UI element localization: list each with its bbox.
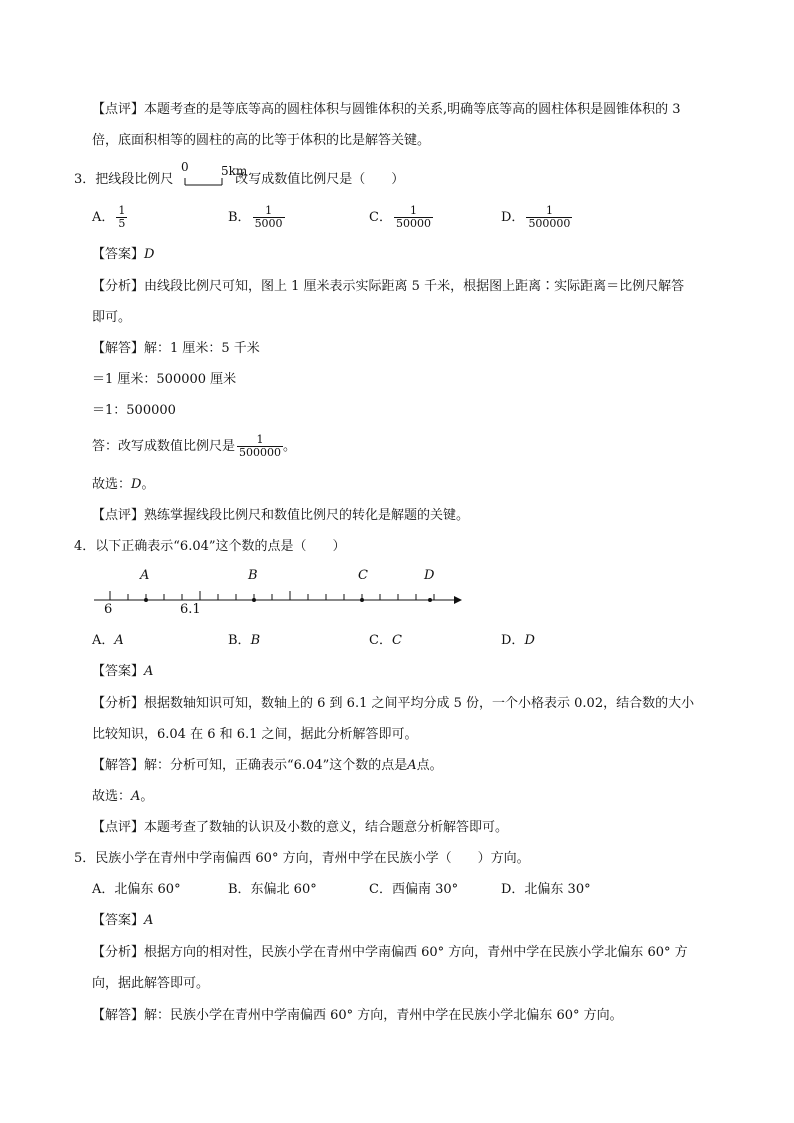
q5-option-c: C．西偏南 30° bbox=[369, 882, 459, 897]
q3-solve-line3: ＝1：500000 bbox=[92, 403, 176, 418]
q4-solve: 【解答】解：分析可知，正确表示“6.04”这个数的点是A点。 bbox=[92, 758, 443, 773]
q4-stem: 4．以下正确表示“6.04”这个数的点是（ ） bbox=[74, 539, 346, 554]
scale-bar bbox=[181, 160, 248, 190]
q4-option-a: A．A bbox=[92, 633, 124, 648]
q5-stem: 5．民族小学在青州中学南偏西 60° 方向，青州中学在民族小学（ ）方向。 bbox=[74, 851, 530, 866]
q3-analysis-line2: 即可。 bbox=[92, 310, 132, 325]
q4-choose: 故选：A。 bbox=[92, 789, 154, 804]
q4-option-c: C．C bbox=[369, 633, 402, 648]
q3-stem-post: 改写成数值比例尺是（ ） bbox=[235, 172, 405, 187]
line-scale-figure bbox=[181, 160, 248, 190]
q2-review-line1: 【点评】本题考查的是等底等高的圆柱体积与圆锥体积的关系,明确等底等高的圆柱体积是圆锥体积的 3 bbox=[92, 102, 681, 117]
q5-option-d: D．北偏东 30° bbox=[501, 882, 591, 897]
point-d-dot bbox=[428, 598, 432, 602]
q3-review: 【点评】熟练掌握线段比例尺和数值比例尺的转化是解题的关键。 bbox=[92, 508, 470, 523]
q2-review-line2: 倍，底面积相等的圆柱的高的比等于体积的比是解答关键。 bbox=[92, 133, 431, 148]
q5-option-a: A．北偏东 60° bbox=[92, 882, 181, 897]
q5-analysis-line1: 【分析】根据方向的相对性，民族小学在青州中学南偏西 60° 方向，青州中学在民族小学北偏东 60° 方 bbox=[92, 945, 688, 960]
q3-reply: 答：改写成数值比例尺是 $\frac{1}{500000}$ 。 bbox=[92, 433, 297, 459]
q3-solve-line2: ＝1 厘米：500000 厘米 bbox=[92, 372, 237, 387]
point-d-label: D bbox=[424, 568, 435, 583]
fraction: $\frac{1}{500000}$ bbox=[528, 204, 571, 230]
q4-answer: 【答案】A bbox=[92, 664, 154, 679]
q4-option-d: D．D bbox=[501, 633, 535, 648]
fraction: $\frac{1}{500000}$ bbox=[239, 433, 282, 459]
number-line-figure bbox=[92, 568, 462, 620]
fraction: $\frac{1}{5000}$ bbox=[254, 204, 283, 230]
point-a-label: A bbox=[140, 568, 150, 583]
fraction: $\frac{1}{5}$ bbox=[118, 204, 126, 230]
q3-solve-line1: 【解答】解：1 厘米：5 千米 bbox=[92, 341, 260, 356]
point-c-label: C bbox=[358, 568, 368, 583]
point-a-dot bbox=[144, 598, 148, 602]
q4-analysis-line1: 【分析】根据数轴知识可知，数轴上的 6 到 6.1 之间平均分成 5 份，一个小格表示 0.02，结合数的大小 bbox=[92, 696, 695, 711]
tick-label-6: 6 bbox=[104, 602, 113, 617]
q3-option-d: D． $\frac{1}{500000}$ bbox=[501, 204, 571, 230]
point-c-dot bbox=[360, 598, 364, 602]
q5-option-b: B．东偏北 60° bbox=[228, 882, 317, 897]
q3-option-a: A． $\frac{1}{5}$ bbox=[92, 204, 126, 230]
fraction: $\frac{1}{50000}$ bbox=[395, 204, 431, 230]
q5-analysis-line2: 向，据此解答即可。 bbox=[92, 976, 210, 991]
q5-answer: 【答案】A bbox=[92, 913, 154, 928]
q3-option-c: C． $\frac{1}{50000}$ bbox=[369, 204, 431, 230]
q3-answer: 【答案】D bbox=[92, 247, 155, 262]
point-b-label: B bbox=[248, 568, 258, 583]
scale-km-label: 5km bbox=[221, 164, 248, 178]
q3-option-b: B． $\frac{1}{5000}$ bbox=[228, 204, 283, 230]
q3-number: 3． bbox=[74, 172, 96, 187]
q3-choose: 故选：D。 bbox=[92, 477, 155, 492]
q5-solve: 【解答】解：民族小学在青州中学南偏西 60° 方向，青州中学在民族小学北偏东 60° 方向。 bbox=[92, 1008, 623, 1023]
scale-zero-label: 0 bbox=[181, 160, 189, 174]
q4-option-b: B．B bbox=[228, 633, 261, 648]
q4-review: 【点评】本题考查了数轴的认识及小数的意义，结合题意分析解答即可。 bbox=[92, 820, 509, 835]
q3-analysis-line1: 【分析】由线段比例尺可知，图上 1 厘米表示实际距离 5 千米，根据图上距离∶实际距离＝比例尺解答 bbox=[92, 279, 685, 294]
point-b-dot bbox=[252, 598, 256, 602]
q4-analysis-line2: 比较知识，6.04 在 6 和 6.1 之间，据此分析解答即可。 bbox=[92, 727, 418, 742]
q3-stem-pre: 把线段比例尺 bbox=[95, 172, 174, 187]
tick-label-6-1: 6.1 bbox=[180, 602, 201, 617]
